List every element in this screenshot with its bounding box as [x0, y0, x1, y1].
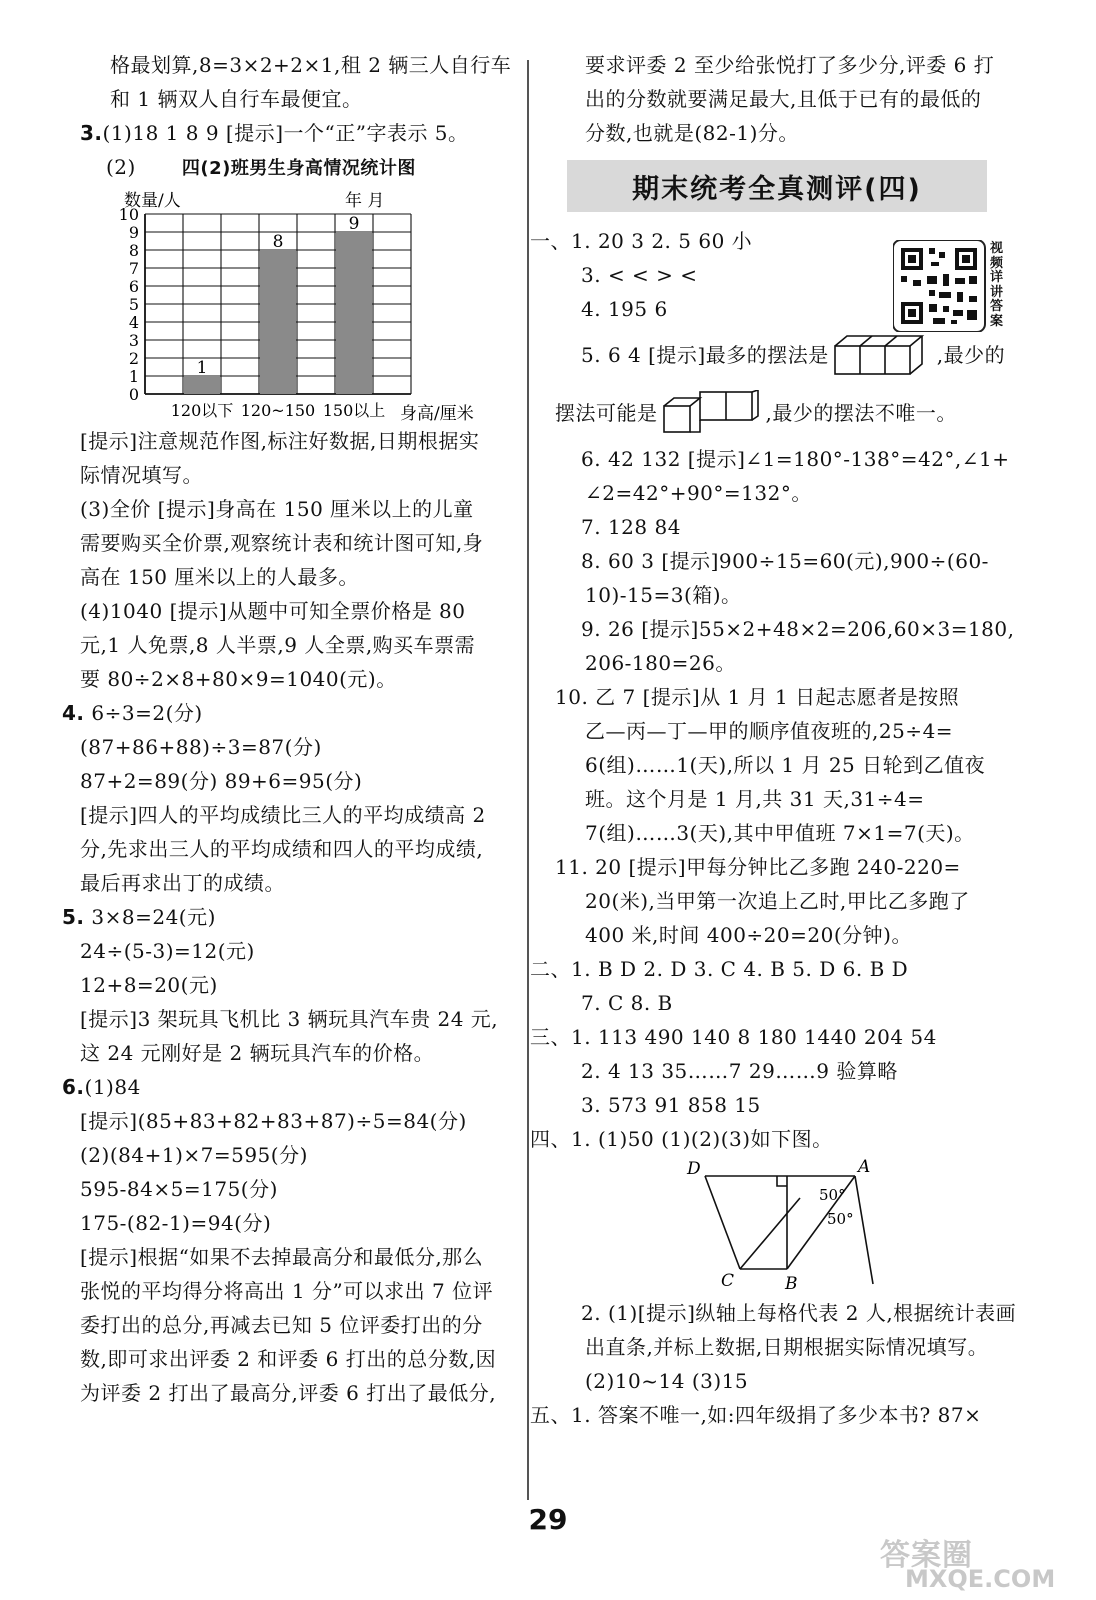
- point-a-label: A: [858, 1157, 871, 1177]
- text-line: [提示]注意规范作图,标注好数据,日期根据实: [80, 429, 480, 453]
- text-line: 出的分数就要满足最大,且低于已有的最低的: [585, 87, 982, 111]
- text-line: 和 1 辆双人自行车最便宜。: [110, 87, 363, 111]
- text-line: 3. 573 91 858 15: [581, 1093, 761, 1117]
- text-line: 为评委 2 打出了最高分,评委 6 打出了最低分,: [80, 1381, 497, 1405]
- text-line: 7. 128 84: [581, 515, 681, 539]
- y-tick-label: 0: [128, 385, 139, 404]
- watermark-logo: 答案圈: [880, 1538, 973, 1573]
- y-axis-label: 数量/人: [124, 191, 181, 211]
- y-tick-label: 2: [128, 349, 139, 368]
- text-line: 2. 4 13 35……7 29……9 验算略: [581, 1059, 898, 1083]
- text-line: [提示]3 架玩具飞机比 3 辆玩具汽车贵 24 元,: [80, 1007, 499, 1031]
- bar-value-label: 8: [272, 232, 284, 252]
- text-line: [提示](85+83+82+83+87)÷5=84(分): [80, 1109, 467, 1133]
- y-tick-label: 9: [128, 223, 139, 242]
- text-line: [提示]根据“如果不去掉最高分和最低分,那么: [80, 1245, 484, 1269]
- point-b-label: B: [785, 1274, 798, 1294]
- x-axis-label: 身高/厘米: [400, 404, 474, 424]
- x-tick-label: 120以下: [170, 401, 234, 420]
- text-line: 班。这个月是 1 月,共 31 天,31÷4=: [585, 787, 925, 811]
- text-line: ∠2=42°+90°=132°。: [585, 481, 812, 505]
- section-banner: 期末统考全真测评(四): [567, 160, 987, 212]
- text-line: 4. 195 6: [581, 297, 668, 321]
- bar-3: [336, 232, 372, 394]
- bar-chart: [80, 186, 520, 424]
- angle-label-1: 50°: [819, 1186, 846, 1204]
- text-line: 6(组)……1(天),所以 1 月 25 日轮到乙值夜: [585, 753, 986, 777]
- text-line: 格最划算,8=3×2+2×1,租 2 辆三人自行车: [110, 53, 512, 77]
- column-divider: [527, 60, 529, 1500]
- text-line: 10. 乙 7 [提示]从 1 月 1 日起志愿者是按照: [555, 685, 960, 709]
- text-line: 元,1 人免票,8 人半票,9 人全票,购买车票需: [80, 633, 476, 657]
- text-line: 3. < < > <: [581, 263, 698, 287]
- text-line: (1)18 1 8 9 [提示]一个“正”字表示 5。: [102, 121, 469, 145]
- text-line: 一、1. 20 3 2. 5 60 小: [530, 229, 753, 253]
- x-tick-label: 150以上: [322, 401, 386, 420]
- text-line: 11. 20 [提示]甲每分钟比乙多跑 240-220=: [555, 855, 961, 879]
- bar-2: [260, 250, 296, 394]
- text-line: 206-180=26。: [585, 651, 736, 675]
- text-line: 分,先求出三人的平均成绩和四人的平均成绩,: [80, 837, 484, 861]
- text-line: 6. 42 132 [提示]∠1=180°-138°=42°,∠1+: [581, 447, 1010, 471]
- left-column: [62, 48, 520, 1410]
- text-line: 二、1. B D 2. D 3. C 4. B 5. D 6. B D: [530, 957, 909, 981]
- text-line: (1)84: [84, 1075, 141, 1099]
- qr-code[interactable]: [893, 240, 1009, 332]
- text-line: 张悦的平均得分将高出 1 分”可以求出 7 位评: [80, 1279, 494, 1303]
- right-angle-mark: [777, 1176, 787, 1186]
- text-line: 要求评委 2 至少给张悦打了多少分,评委 6 打: [585, 53, 995, 77]
- text-line: 9. 26 [提示]55×2+48×2=206,60×3=180,: [581, 617, 1015, 641]
- text-line: 四、1. (1)50 (1)(2)(3)如下图。: [530, 1127, 833, 1151]
- text-line: 三、1. 113 490 140 8 180 1440 204 54: [530, 1025, 937, 1049]
- text-line: (2)(84+1)×7=595(分): [80, 1143, 308, 1167]
- y-tick-label: 8: [128, 241, 139, 260]
- text-line: 这 24 元刚好是 2 辆玩具汽车的价格。: [80, 1041, 435, 1065]
- question-number: 6.: [62, 1075, 85, 1099]
- text-line: 3×8=24(元): [91, 905, 216, 929]
- text-line: ,最少的: [936, 343, 1006, 367]
- text-line: 7(组)……3(天),其中甲值班 7×1=7(天)。: [585, 821, 975, 845]
- question-number: 4.: [62, 701, 85, 725]
- point-c-label: C: [721, 1271, 735, 1291]
- text-line: 87+2=89(分) 89+6=95(分): [80, 769, 363, 793]
- y-tick-label: 6: [128, 277, 139, 296]
- qr-caption: 视频详讲答案: [990, 241, 1004, 329]
- text-line: 高在 150 厘米以上的人最多。: [80, 565, 359, 589]
- text-line: (4)1040 [提示]从题中可知全票价格是 80: [80, 599, 466, 623]
- text-line: 摆法可能是: [555, 401, 658, 425]
- text-line: 数,即可求出评委 2 和评委 6 打出的总分数,因: [80, 1347, 497, 1371]
- text-line: 8. 60 3 [提示]900÷15=60(元),900÷(60-: [581, 549, 989, 573]
- page-number: 29: [528, 1503, 568, 1536]
- parallel-line: [740, 1198, 800, 1269]
- angle-label-2: 50°: [827, 1210, 854, 1228]
- point-d-label: D: [687, 1159, 701, 1179]
- y-tick-label: 3: [128, 331, 139, 350]
- y-tick-label: 4: [128, 313, 139, 332]
- text-line: 五、1. 答案不唯一,如:四年级捐了多少本书? 87×: [530, 1403, 982, 1427]
- question-number: 5.: [62, 905, 85, 929]
- text-line: (2): [106, 155, 136, 179]
- question-number: 3.: [80, 121, 103, 145]
- text-line: 需要购买全价票,观察统计表和统计图可知,身: [80, 531, 484, 555]
- text-line: 最后再求出丁的成绩。: [80, 871, 285, 895]
- chart-title: 四(2)班男生身高情况统计图: [181, 158, 416, 179]
- text-line: 5. 6 4 [提示]最多的摆法是: [581, 343, 829, 367]
- bar-value-label: 1: [196, 358, 208, 378]
- text-line: 20(米),当甲第一次追上乙时,甲比乙多跑了: [585, 889, 970, 913]
- text-line: 10)-15=3(箱)。: [585, 583, 742, 607]
- bar-1: [184, 376, 220, 394]
- ray-line: [855, 1176, 873, 1284]
- text-line: 6÷3=2(分): [91, 701, 203, 725]
- chart-bars: [171, 214, 386, 420]
- segment-dc: [705, 1176, 740, 1269]
- cube-diagram-least: [662, 390, 762, 436]
- y-tick-label: 5: [128, 295, 139, 314]
- text-line: 出直条,并标上数据,日期根据实际情况填写。: [585, 1335, 989, 1359]
- text-line: (87+86+88)÷3=87(分): [80, 735, 322, 759]
- text-line: 7. C 8. B: [581, 991, 673, 1015]
- cube-diagram-most: [833, 334, 933, 376]
- text-line: 175-(82-1)=94(分): [80, 1211, 272, 1235]
- watermark-url: MXQE.COM: [905, 1565, 1056, 1593]
- date-label: 年 月: [345, 191, 385, 211]
- bar-value-label: 9: [348, 214, 360, 234]
- text-line: (3)全价 [提示]身高在 150 厘米以上的儿童: [80, 497, 474, 521]
- y-tick-label: 10: [118, 205, 139, 224]
- text-line: 595-84×5=175(分): [80, 1177, 278, 1201]
- text-line: 400 米,时间 400÷20=20(分钟)。: [585, 923, 912, 947]
- text-line: 分数,也就是(82-1)分。: [585, 121, 799, 145]
- text-line: 乙—丙—丁—甲的顺序值夜班的,25÷4=: [585, 719, 954, 743]
- geometry-figure: [555, 1156, 995, 1296]
- text-line: 要 80÷2×8+80×9=1040(元)。: [80, 667, 397, 691]
- text-line: 2. (1)[提示]纵轴上每格代表 2 人,根据统计表画: [581, 1301, 1017, 1325]
- x-tick-label: 120~150: [240, 401, 316, 420]
- text-line: 委打出的总分,再减去已知 5 位评委打出的分: [80, 1313, 483, 1337]
- text-line: ,最少的摆法不唯一。: [765, 401, 957, 425]
- text-line: 12+8=20(元): [80, 973, 218, 997]
- y-tick-label: 7: [128, 259, 139, 278]
- text-line: [提示]四人的平均成绩比三人的平均成绩高 2: [80, 803, 486, 827]
- text-line: (2)10~14 (3)15: [585, 1369, 749, 1393]
- text-line: 际情况填写。: [80, 463, 203, 487]
- text-line: 24÷(5-3)=12(元): [80, 939, 255, 963]
- y-tick-label: 1: [128, 367, 139, 386]
